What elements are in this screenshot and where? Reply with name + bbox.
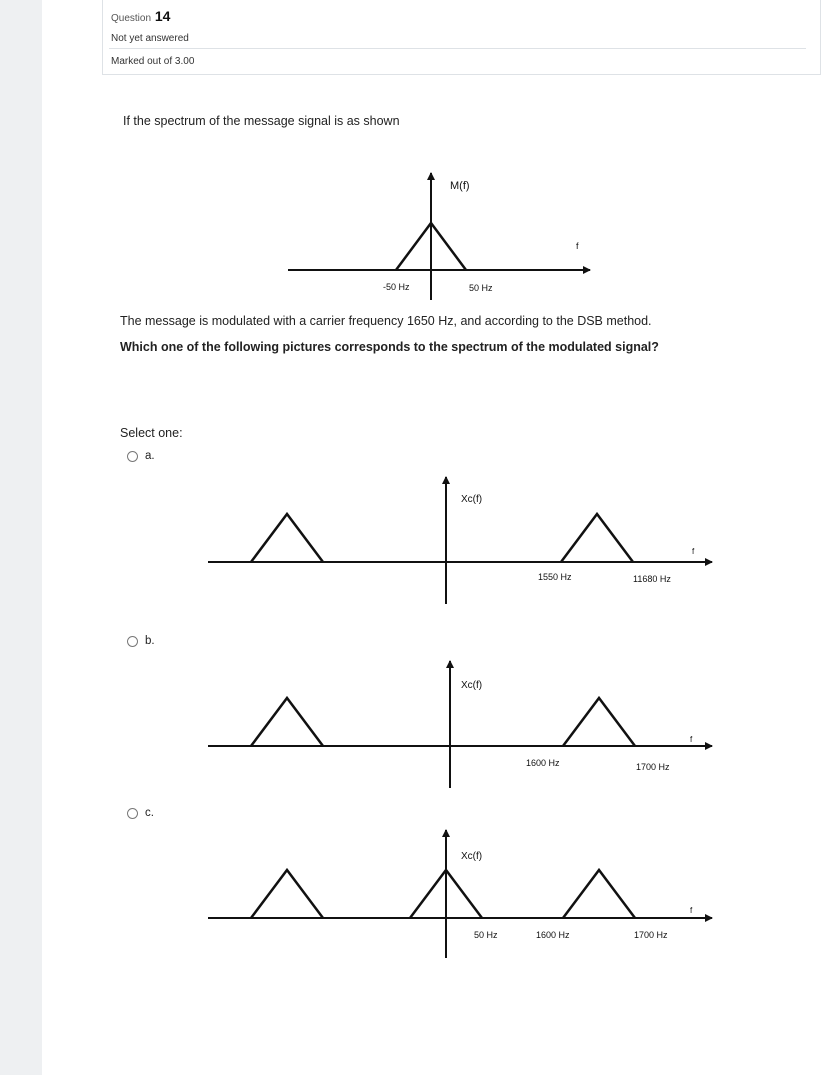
option-c[interactable] [127,807,154,819]
option-a-x-label: f [692,547,695,556]
option-c-plot [208,830,712,958]
option-c-tick-1700: 1700 Hz [634,930,668,940]
question-grade: Marked out of 3.00 [111,56,195,67]
option-c-triangle-right [563,870,635,918]
message-y-label: M(f) [450,180,470,192]
option-a-letter: a. [145,450,155,462]
option-b-y-label: Xc(f) [461,680,483,691]
option-a-triangle-left [251,514,323,562]
message-x-label: f [576,241,579,251]
option-c-tick-1600: 1600 Hz [536,930,570,940]
option-a-plot [208,477,712,604]
option-b-radio[interactable] [127,636,138,647]
option-a-radio[interactable] [127,451,138,462]
option-a-y-label: Xc(f) [461,494,483,505]
option-b[interactable] [127,635,155,647]
question-number-value: 14 [154,8,171,24]
option-b-tick-1600: 1600 Hz [526,758,560,768]
message-tick-left: -50 Hz [383,282,410,292]
option-c-letter: c. [145,807,154,819]
question-prompt: Which one of the following pictures corresponds to the spectrum of the modulated signal? [120,340,659,354]
option-b-tick-1700: 1700 Hz [636,762,670,772]
option-c-x-label: f [690,906,693,915]
question-description: The message is modulated with a carrier frequency 1650 Hz, and according to the DSB method. [120,314,652,328]
option-a-triangle-right [561,514,633,562]
message-spectrum-plot [288,173,590,300]
option-b-letter: b. [145,635,155,647]
question-status: Not yet answered [111,33,189,44]
option-c-triangle-left [251,870,323,918]
option-b-x-label: f [690,735,693,744]
message-tick-right: 50 Hz [469,283,493,293]
option-a[interactable] [127,450,155,462]
option-a-tick-11680: 11680 Hz [633,574,671,584]
question-label: Question [111,13,152,24]
select-one-label: Select one: [120,426,183,440]
option-c-radio[interactable] [127,808,138,819]
option-b-triangle-right [563,698,635,746]
option-c-tick-50: 50 Hz [474,930,498,940]
option-b-triangle-left [251,698,323,746]
option-b-plot [208,661,712,788]
option-c-y-label: Xc(f) [461,851,483,862]
option-a-tick-1550: 1550 Hz [538,572,572,582]
question-intro: If the spectrum of the message signal is as shown [123,114,400,128]
